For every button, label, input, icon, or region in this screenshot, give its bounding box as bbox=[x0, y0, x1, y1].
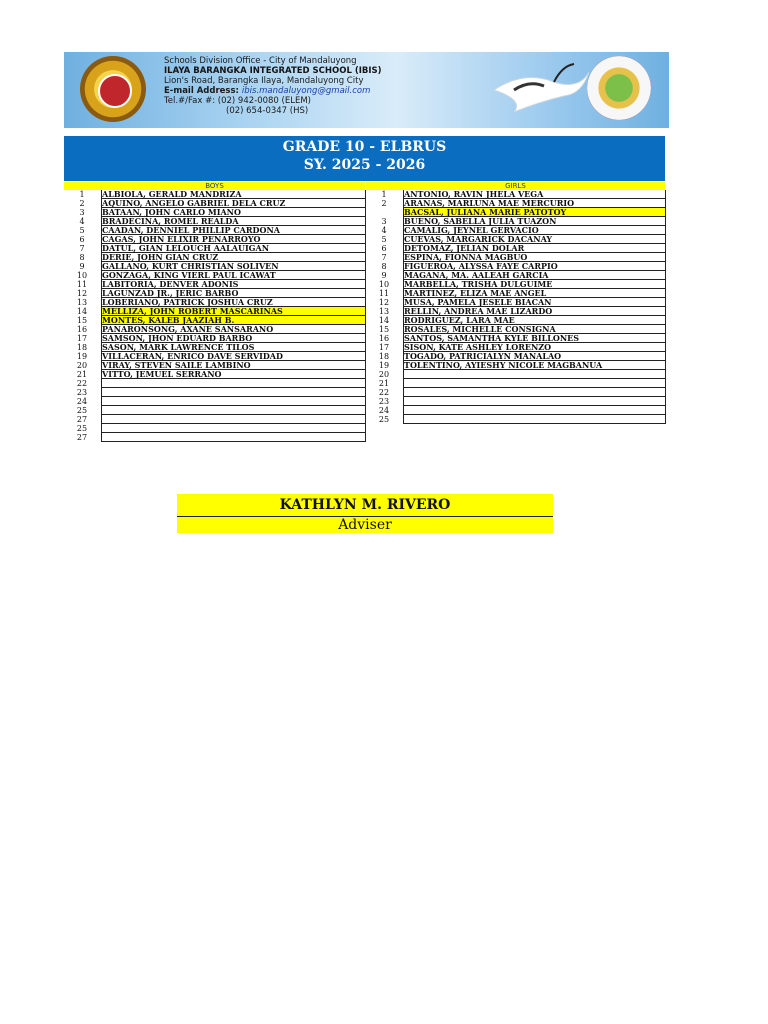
boys-student-name bbox=[101, 379, 365, 388]
boys-student-name: PANARONSONG, AXANE SANSARANO bbox=[101, 325, 365, 334]
banner-text bbox=[164, 56, 382, 116]
boys-student-name: CAADAN, DENNIEL PHILLIP CARDONA bbox=[101, 226, 365, 235]
girls-row-number: 8 bbox=[381, 262, 387, 271]
adviser-name: KATHLYN M. RIVERO bbox=[177, 494, 553, 517]
office-line: Schools Division Office - City of Mandaluyong bbox=[164, 56, 357, 66]
girls-row bbox=[366, 316, 665, 325]
girls-row bbox=[366, 217, 665, 226]
boys-student-name: LOBERIANO, PATRICK JOSHUA CRUZ bbox=[101, 298, 365, 307]
boys-student-name: GONZAGA, KING VIERL PAUL ICAWAT bbox=[101, 271, 365, 280]
girls-row bbox=[366, 415, 665, 424]
boys-column-header: BOYS bbox=[64, 182, 365, 190]
girls-student-name: MARTINEZ, ELIZA MAE ANGEL bbox=[403, 289, 665, 298]
boys-row bbox=[64, 361, 365, 370]
boys-row bbox=[64, 334, 365, 343]
boys-row-number: 25 bbox=[76, 424, 88, 433]
girls-row-number: 15 bbox=[378, 325, 390, 334]
girls-student-name: ROSALES, MICHELLE CONSIGNA bbox=[403, 325, 665, 334]
boys-student-name bbox=[101, 397, 365, 406]
boys-row-number: 15 bbox=[76, 316, 88, 325]
school-banner bbox=[64, 52, 669, 128]
boys-row bbox=[64, 379, 365, 388]
girls-row-number: 20 bbox=[378, 370, 390, 379]
table-grid-line bbox=[665, 190, 666, 424]
boys-row bbox=[64, 433, 365, 442]
girls-student-name: ARANAS, MARLUNA MAE MERCURIO bbox=[403, 199, 665, 208]
girls-row-number: 5 bbox=[381, 235, 387, 244]
boys-row-number: 13 bbox=[76, 298, 88, 307]
girls-row-number: 19 bbox=[378, 361, 390, 370]
girls-row bbox=[366, 361, 665, 370]
boys-row bbox=[64, 190, 365, 199]
boys-student-name: CAGAS, JOHN ELIXIR PENARROYO bbox=[101, 235, 365, 244]
boys-row-number: 8 bbox=[79, 253, 85, 262]
girls-row bbox=[366, 226, 665, 235]
class-header bbox=[64, 136, 665, 181]
boys-row-number: 1 bbox=[79, 190, 85, 199]
boys-row bbox=[64, 424, 365, 433]
girls-row-number: 2 bbox=[381, 199, 387, 208]
tel-line-2: (02) 654-0347 (HS) bbox=[226, 106, 309, 116]
girls-row-number: 23 bbox=[378, 397, 390, 406]
girls-row bbox=[366, 388, 665, 397]
boys-row bbox=[64, 235, 365, 244]
girls-row-number: 1 bbox=[381, 190, 387, 199]
girls-student-name: MUSA, PAMELA JESELE BIACAN bbox=[403, 298, 665, 307]
girls-row-number: 7 bbox=[381, 253, 387, 262]
girls-row-number: 21 bbox=[378, 379, 390, 388]
school-name: ILAYA BARANGKA INTEGRATED SCHOOL (IBIS) bbox=[164, 66, 382, 76]
boys-row bbox=[64, 325, 365, 334]
email-line: E-mail Address: ibis.mandaluyong@gmail.com bbox=[164, 86, 371, 96]
girls-student-name: CUEVAS, MARGARICK DACANAY bbox=[403, 235, 665, 244]
boys-student-name: AQUINO, ANGELO GABRIEL DELA CRUZ bbox=[101, 199, 365, 208]
boys-row-number: 25 bbox=[76, 406, 88, 415]
girls-student-name: TOLENTINO, AYIESHY NICOLE MAGBANUA bbox=[403, 361, 665, 370]
girls-row-number: 13 bbox=[378, 307, 390, 316]
girls-student-name bbox=[403, 415, 665, 424]
boys-student-name: VITTO, JEMUEL SERRANO bbox=[101, 370, 365, 379]
girls-row-number: 3 bbox=[381, 217, 387, 226]
girls-column-header: GIRLS bbox=[366, 182, 665, 190]
girls-row bbox=[366, 271, 665, 280]
boys-row bbox=[64, 244, 365, 253]
table-grid-line bbox=[403, 190, 404, 424]
boys-row-number: 3 bbox=[79, 208, 85, 217]
boys-student-name: BRADECINA, ROMEL REALDA bbox=[101, 217, 365, 226]
girls-student-name: BUENO, SABELLA JULIA TUAZON bbox=[403, 217, 665, 226]
girls-row bbox=[366, 280, 665, 289]
boys-row bbox=[64, 208, 365, 217]
boys-student-name: MELLIZA, JOHN ROBERT MASCARINAS bbox=[101, 307, 365, 316]
girls-row-number: 18 bbox=[378, 352, 390, 361]
boys-student-name: SAMSON, JHON EDUARD BARBO bbox=[101, 334, 365, 343]
girls-student-name: BACSAL, JULIANA MARIE PATOTOY bbox=[403, 208, 665, 217]
boys-row-number: 12 bbox=[76, 289, 88, 298]
boys-row bbox=[64, 262, 365, 271]
table-grid-line bbox=[365, 190, 366, 442]
girls-row-number: 25 bbox=[378, 415, 390, 424]
girls-row bbox=[366, 352, 665, 361]
girls-student-name: ANTONIO, RAVIN JHELA VEGA bbox=[403, 190, 665, 199]
boys-row bbox=[64, 217, 365, 226]
girls-row bbox=[366, 334, 665, 343]
boys-student-name: LABITORIA, DENVER ADONIS bbox=[101, 280, 365, 289]
girls-row bbox=[366, 406, 665, 415]
boys-row bbox=[64, 199, 365, 208]
girls-row-number: 17 bbox=[378, 343, 390, 352]
boys-student-name: VIRAY, STEVEN SAILE LAMBINO bbox=[101, 361, 365, 370]
girls-student-name bbox=[403, 379, 665, 388]
girls-student-name: TOGADO, PATRICIALYN MANALAO bbox=[403, 352, 665, 361]
girls-row bbox=[366, 190, 665, 199]
girls-student-name bbox=[403, 406, 665, 415]
girls-student-name: FIGUEROA, ALYSSA FAYE CARPIO bbox=[403, 262, 665, 271]
girls-row bbox=[366, 208, 665, 217]
boys-row-number: 19 bbox=[76, 352, 88, 361]
boys-row bbox=[64, 406, 365, 415]
girls-student-name: RODRIGUEZ, LARA MAE bbox=[403, 316, 665, 325]
school-year: SY. 2025 - 2026 bbox=[303, 157, 426, 173]
boys-row bbox=[64, 397, 365, 406]
boys-row bbox=[64, 280, 365, 289]
boys-row bbox=[64, 415, 365, 424]
boys-row-number: 22 bbox=[76, 379, 88, 388]
boys-row-number: 14 bbox=[76, 307, 88, 316]
girls-student-name: MAGANA, MA. AALEAH GARCIA bbox=[403, 271, 665, 280]
boys-row bbox=[64, 307, 365, 316]
boys-student-name bbox=[101, 424, 365, 433]
girls-row-number: 11 bbox=[378, 289, 390, 298]
boys-row-number: 7 bbox=[79, 244, 85, 253]
boys-row bbox=[64, 370, 365, 379]
boys-row-number: 27 bbox=[76, 433, 88, 442]
girls-row bbox=[366, 325, 665, 334]
boys-student-name bbox=[101, 433, 365, 442]
adviser-block bbox=[177, 494, 553, 533]
boys-row bbox=[64, 352, 365, 361]
girls-student-name bbox=[403, 388, 665, 397]
boys-row bbox=[64, 343, 365, 352]
adviser-title: Adviser bbox=[177, 517, 553, 533]
boys-row bbox=[64, 298, 365, 307]
girls-row bbox=[366, 199, 665, 208]
girls-row bbox=[366, 253, 665, 262]
boys-student-name bbox=[101, 415, 365, 424]
boys-row bbox=[64, 316, 365, 325]
boys-row bbox=[64, 388, 365, 397]
boys-student-name: VILLACERAN, ENRICO DAVE SERVIDAD bbox=[101, 352, 365, 361]
tel-line-1: Tel.#/Fax #: (02) 942-0080 (ELEM) bbox=[164, 96, 311, 106]
boys-row-number: 20 bbox=[76, 361, 88, 370]
girls-student-name: CAMALIG, JEYNEL GERVACIO bbox=[403, 226, 665, 235]
girls-row-number: 6 bbox=[381, 244, 387, 253]
girls-student-name: MARBELLA, TRISHA DULGUIME bbox=[403, 280, 665, 289]
ibis-bird-image bbox=[484, 60, 594, 120]
girls-student-name: RELLIN, ANDREA MAE LIZARDO bbox=[403, 307, 665, 316]
girls-student-name: DETOMAZ, JELIAN DOLAR bbox=[403, 244, 665, 253]
boys-row-number: 6 bbox=[79, 235, 85, 244]
boys-student-name bbox=[101, 406, 365, 415]
boys-student-name: DERIE, JOHN GIAN CRUZ bbox=[101, 253, 365, 262]
boys-row-number: 10 bbox=[76, 271, 88, 280]
boys-row-number: 9 bbox=[79, 262, 85, 271]
grade-section-title: GRADE 10 - ELBRUS bbox=[282, 139, 447, 155]
division-seal-logo bbox=[587, 56, 651, 120]
girls-row-number: 4 bbox=[381, 226, 387, 235]
girls-student-name: ESPINA, FIONNA MAGBUO bbox=[403, 253, 665, 262]
girls-row-number: 16 bbox=[378, 334, 390, 343]
girls-row-number: 24 bbox=[378, 406, 390, 415]
boys-row-number: 4 bbox=[79, 217, 85, 226]
boys-row-number: 21 bbox=[76, 370, 88, 379]
boys-row-number: 27 bbox=[76, 415, 88, 424]
girls-row bbox=[366, 244, 665, 253]
boys-student-name: MONTES, KALEB JAAZIAH B. bbox=[101, 316, 365, 325]
school-seal-logo bbox=[80, 56, 146, 122]
boys-student-name: SASON, MARK LAWRENCE TILOS bbox=[101, 343, 365, 352]
girls-student-name: SISON, KATE ASHLEY LORENZO bbox=[403, 343, 665, 352]
girls-row bbox=[366, 343, 665, 352]
girls-row bbox=[366, 307, 665, 316]
girls-row bbox=[366, 262, 665, 271]
boys-row-number: 16 bbox=[76, 325, 88, 334]
boys-row-number: 2 bbox=[79, 199, 85, 208]
boys-student-name: GALLANO, KURT CHRISTIAN SOLIVEN bbox=[101, 262, 365, 271]
girls-row-number: 10 bbox=[378, 280, 390, 289]
boys-row-number: 24 bbox=[76, 397, 88, 406]
table-grid-line bbox=[101, 190, 102, 442]
girls-student-name bbox=[403, 370, 665, 379]
boys-student-name: LAGUNZAD JR., JERIC BARBO bbox=[101, 289, 365, 298]
boys-row-number: 11 bbox=[76, 280, 88, 289]
girls-row bbox=[366, 379, 665, 388]
boys-student-name: ALBIOLA, GERALD MANDRIZA bbox=[101, 190, 365, 199]
girls-student-name bbox=[403, 397, 665, 406]
girls-row-number: 22 bbox=[378, 388, 390, 397]
girls-row bbox=[366, 235, 665, 244]
boys-student-name bbox=[101, 388, 365, 397]
girls-row bbox=[366, 370, 665, 379]
address-line: Lion's Road, Barangka Ilaya, Mandaluyong City bbox=[164, 76, 364, 86]
girls-row bbox=[366, 298, 665, 307]
boys-row-number: 17 bbox=[76, 334, 88, 343]
girls-student-name: SANTOS, SAMANTHA KYLE BILLONES bbox=[403, 334, 665, 343]
boys-row bbox=[64, 289, 365, 298]
boys-row bbox=[64, 226, 365, 235]
boys-row-number: 23 bbox=[76, 388, 88, 397]
boys-student-name: BATAAN, JOHN CARLO MIANO bbox=[101, 208, 365, 217]
boys-student-name: DATUL, GIAN LELOUCH AALAUIGAN bbox=[101, 244, 365, 253]
girls-row-number: 14 bbox=[378, 316, 390, 325]
boys-row-number: 5 bbox=[79, 226, 85, 235]
girls-row bbox=[366, 397, 665, 406]
boys-row bbox=[64, 253, 365, 262]
girls-row-number: 12 bbox=[378, 298, 390, 307]
girls-row-number: 9 bbox=[381, 271, 387, 280]
boys-row bbox=[64, 271, 365, 280]
boys-row-number: 18 bbox=[76, 343, 88, 352]
girls-row bbox=[366, 289, 665, 298]
